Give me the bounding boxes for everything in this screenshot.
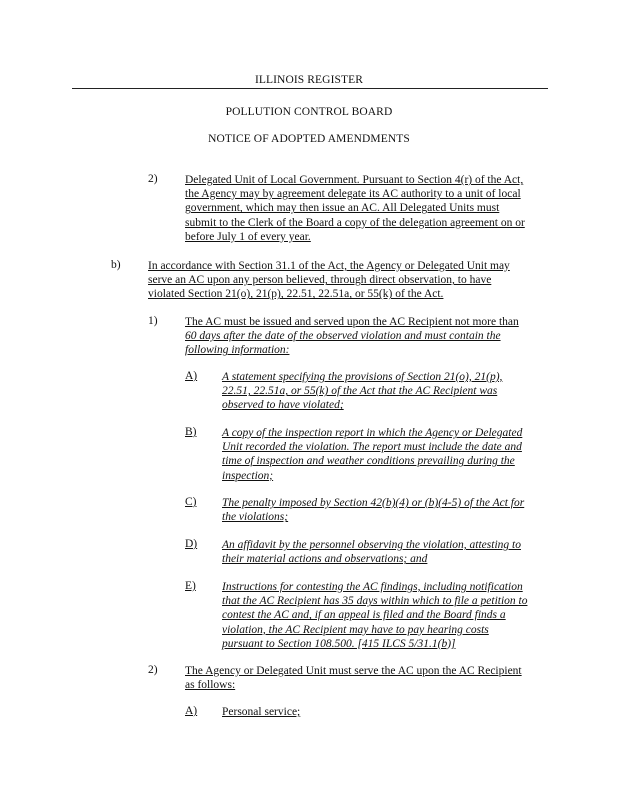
text-line: 60 days after the date of the observed violation and must contain the <box>185 330 501 343</box>
item-C-label: C) <box>185 496 197 508</box>
item-b-text <box>148 259 510 302</box>
text-line: as follows: <box>185 679 236 692</box>
text-line: A statement specifying the provisions of Section 21(o), 21(p), <box>222 371 503 383</box>
item-b2-text <box>185 664 522 692</box>
item-D-label: D) <box>185 538 198 550</box>
text-line: following information: <box>185 344 290 357</box>
board-title: POLLUTION CONTROL BOARD <box>225 106 393 118</box>
item-A-text <box>222 370 502 413</box>
item-b2-label: 2) <box>148 664 158 676</box>
text-line: the violations; <box>222 511 289 524</box>
item-C-text <box>222 496 524 524</box>
text-line: the Agency may by agreement delegate its AC authority to a unit of local <box>185 188 521 201</box>
item-b1-label: 1) <box>148 315 158 327</box>
text-line: time of inspection and weather conditions prevailing during the <box>222 455 515 468</box>
notice-title: NOTICE OF ADOPTED AMENDMENTS <box>208 133 410 145</box>
text-line: inspection; <box>222 469 274 482</box>
text-line: that the AC Recipient has 35 days within which to file a petition to <box>222 595 528 608</box>
item-E-text <box>222 580 527 651</box>
text-line: Instructions for contesting the AC findings, including notification <box>222 581 523 593</box>
text-line: submit to the Clerk of the Board a copy of the delegation agreement on or <box>185 216 525 229</box>
item-b-label: b) <box>111 259 121 271</box>
item-B-text <box>222 426 522 483</box>
text-line: contest the AC and, if an appeal is filed and the Board finds a <box>222 609 506 622</box>
text-line: pursuant to Section 108.500. [415 ILCS 5/31.1(b)] <box>222 637 456 650</box>
item-b1-text <box>185 315 519 358</box>
item-a2-text <box>185 173 525 244</box>
item-B-label: B) <box>185 426 197 438</box>
item-D-text <box>222 538 521 566</box>
text-line: before July 1 of every year. <box>185 230 311 243</box>
item-b2A-text <box>222 705 300 719</box>
text-line: government, which may then issue an AC. All Delegated Units must <box>185 202 500 215</box>
text-line: The penalty imposed by Section 42(b)(4) or (b)(4-5) of the Act for <box>222 497 525 509</box>
item-b2A-label: A) <box>185 705 198 717</box>
text-line: Delegated Unit of Local Government. Pursuant to Section 4(r) of the Act, <box>185 174 524 186</box>
text-line: The AC must be issued and served upon the AC Recipient not more than <box>185 316 519 328</box>
item-E-label: E) <box>185 580 196 592</box>
header-rule <box>72 88 548 89</box>
text-line: serve an AC upon any person believed, through direct observation, to have <box>148 274 492 287</box>
text-line: The Agency or Delegated Unit must serve the AC upon the AC Recipient <box>185 665 522 677</box>
text-line: 22.51, 22.51a, or 55(k) of the Act that the AC Recipient was <box>222 385 498 398</box>
item-A-label: A) <box>185 370 198 382</box>
text-line: In accordance with Section 31.1 of the Act, the Agency or Delegated Unit may <box>148 260 510 272</box>
item-a2-label: 2) <box>148 173 158 185</box>
text-line: Unit recorded the violation. The report must include the date and <box>222 441 522 454</box>
text-line: observed to have violated; <box>222 399 344 412</box>
text-line: An affidavit by the personnel observing the violation, attesting to <box>222 539 521 551</box>
text-line: violation, the AC Recipient may have to pay hearing costs <box>222 623 489 636</box>
text-line: Personal service; <box>222 706 301 718</box>
text-line: A copy of the inspection report in which the Agency or Delegated <box>222 427 523 439</box>
register-title: ILLINOIS REGISTER <box>254 74 364 86</box>
text-line: their material actions and observations; and <box>222 553 428 566</box>
text-line: violated Section 21(o), 21(p), 22.51, 22.51a, or 55(k) of the Act. <box>148 288 444 301</box>
